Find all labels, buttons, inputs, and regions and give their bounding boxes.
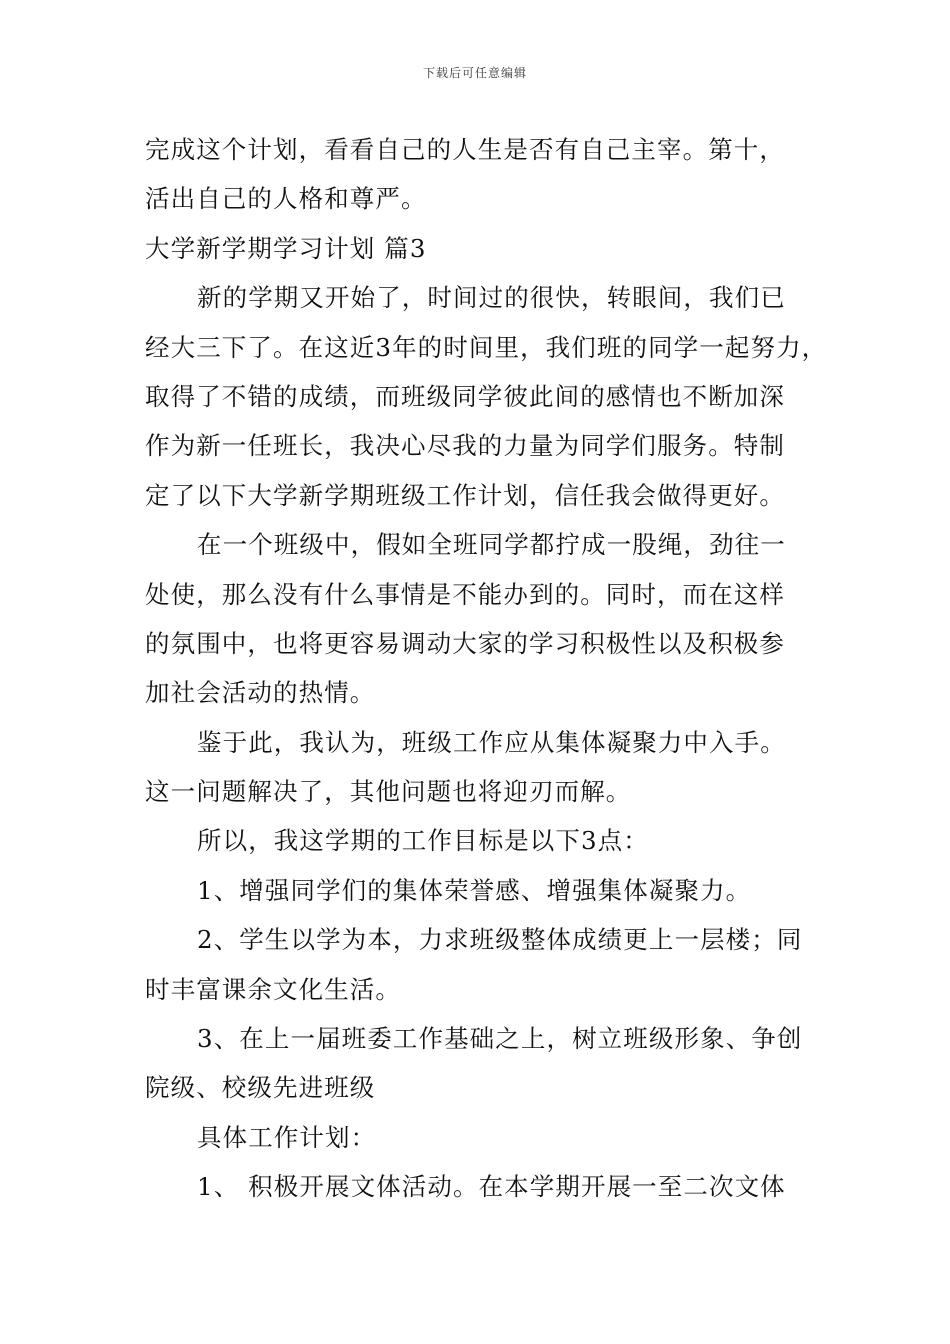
list-item: 3、在上一届班委工作基础之上，树立班级形象、争创 [197,1024,803,1054]
section-heading: 大学新学期学习计划 篇3 [145,233,427,263]
subheading: 具体工作计划： [197,1122,377,1152]
text-line: 鉴于此，我认为，班级工作应从集体凝聚力中入手。 [197,727,786,757]
text-line: 定了以下大学新学期班级工作计划，信任我会做得更好。 [145,480,785,510]
text-line: 的氛围中，也将更容易调动大家的学习积极性以及积极参 [145,628,785,658]
text-line: 所以，我这学期的工作目标是以下3点： [197,826,649,856]
document-body [145,125,828,1212]
text-line: 处使，那么没有什么事情是不能办到的。同时，而在这样 [145,579,785,609]
text-line: 经大三下了。在这近3年的时间里，我们班的同学一起努力， [145,332,828,362]
list-item: 1、增强同学们的集体荣誉感、增强集体凝聚力。 [197,875,752,905]
text-line: 在一个班级中，假如全班同学都拧成一股绳，劲往一 [197,530,786,560]
list-item: 2、学生以学为本，力求班级整体成绩更上一层楼；同 [197,925,803,955]
text-line: 取得了不错的成绩，而班级同学彼此间的感情也不断加深 [145,381,785,411]
text-line: 新的学期又开始了，时间过的很快，转眼间，我们已 [197,283,786,313]
text-line: 完成这个计划，看看自己的人生是否有自己主宰。第十， [145,135,785,164]
text-line: 作为新一任班长，我决心尽我的力量为同学们服务。特制 [145,431,785,461]
text-line: 活出自己的人格和尊严。 [145,184,427,214]
text-line: 时丰富课余文化生活。 [145,974,401,1004]
text-line: 加社会活动的热情。 [145,678,376,708]
header-note: 下载后可任意编辑 [422,66,527,80]
text-line: 这一问题解决了，其他问题也将迎刃而解。 [145,777,632,807]
text-line: 院级、校级先进班级 [145,1073,376,1103]
list-item: 1、 积极开展文体活动。在本学期开展一至二次文体 [197,1172,786,1202]
